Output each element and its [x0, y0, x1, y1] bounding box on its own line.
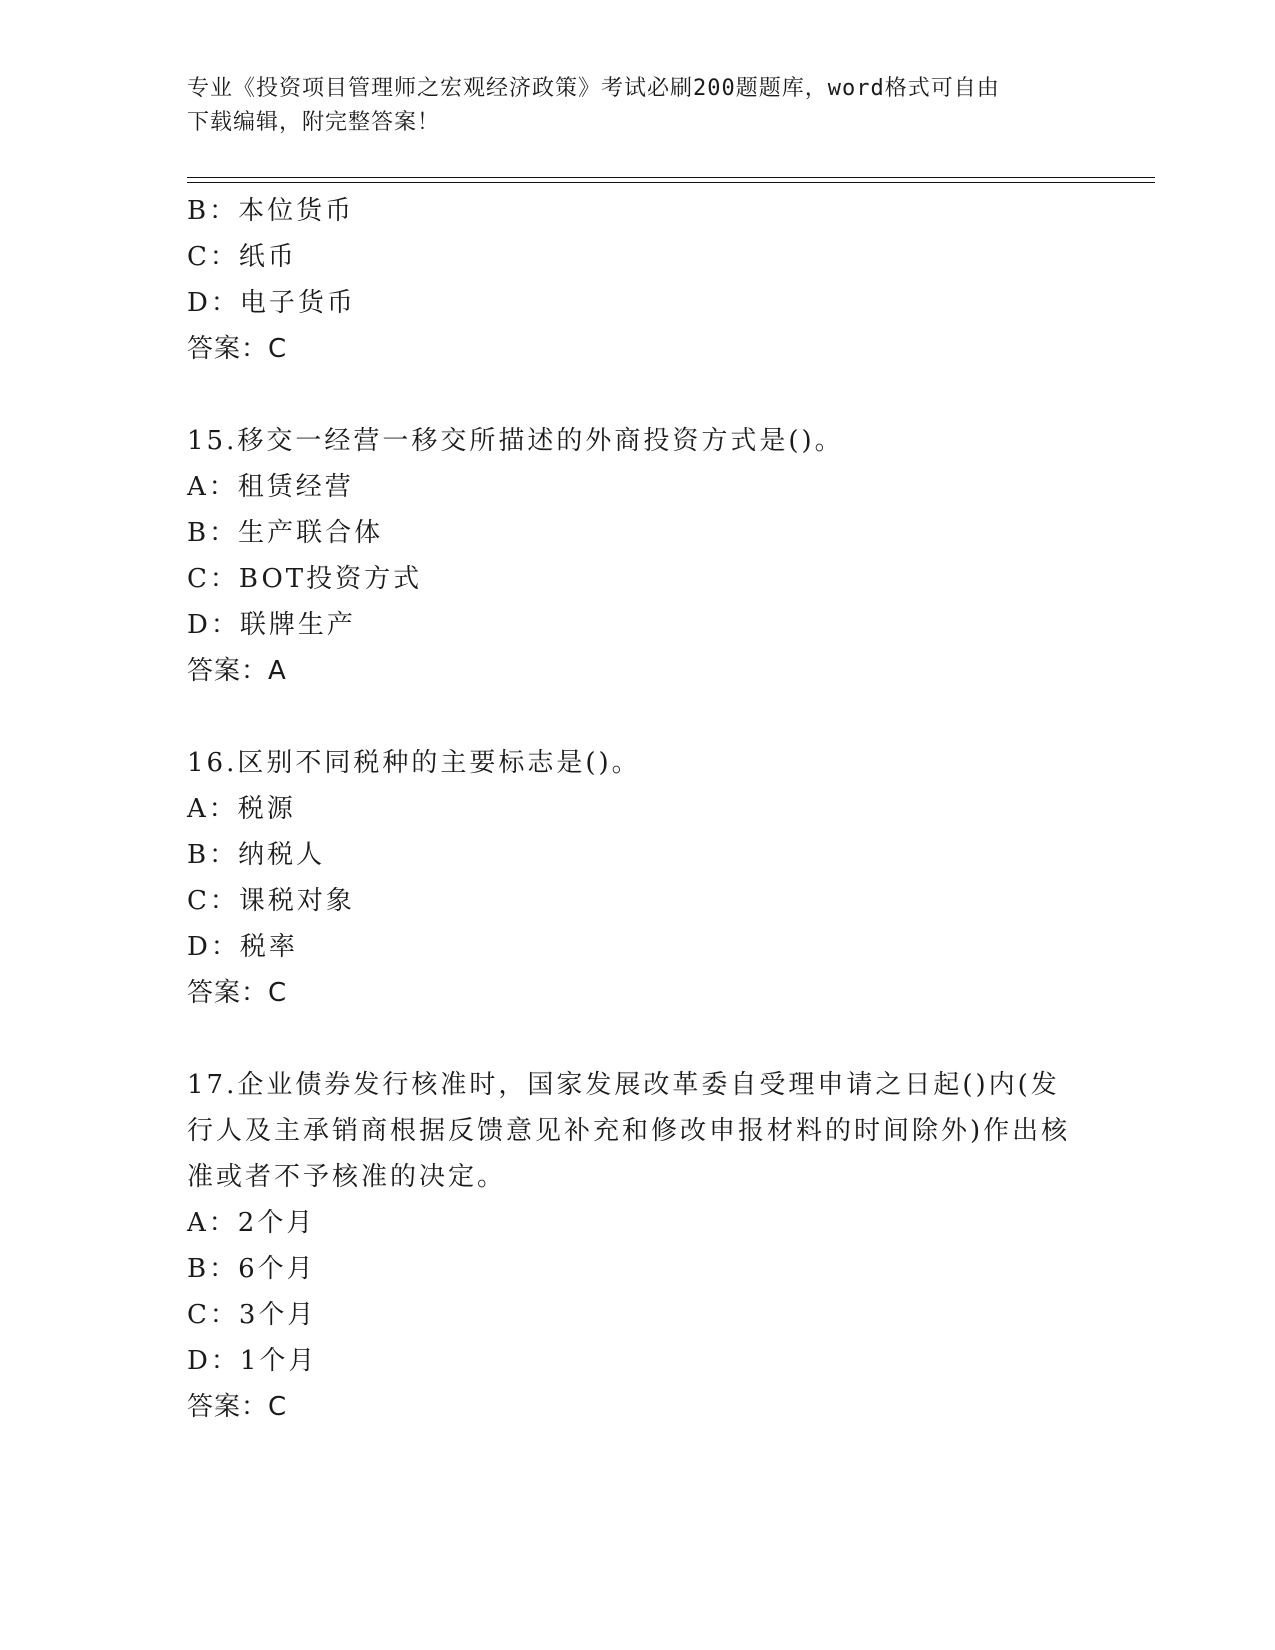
answer-line: 答案：C [187, 1392, 288, 1422]
option-c: C：纸币 [187, 242, 297, 272]
option-d: D：税率 [187, 932, 298, 962]
answer-line: 答案：A [187, 656, 287, 686]
question-list [187, 188, 1087, 1430]
question-17 [187, 1062, 1087, 1430]
option-b: B：纳税人 [187, 840, 326, 870]
option-d: D：联牌生产 [187, 610, 356, 640]
option-b: B：生产联合体 [187, 518, 384, 548]
header-line-1: 专业《投资项目管理师之宏观经济政策》考试必刷200题题库，word格式可自由 [187, 76, 1000, 101]
question-15 [187, 418, 1087, 694]
option-c: C：课税对象 [187, 886, 355, 916]
question-16 [187, 740, 1087, 1016]
option-c: C：BOT投资方式 [187, 564, 423, 594]
header-line-2: 下载编辑，附完整答案！ [187, 110, 441, 135]
header-divider-top [187, 177, 1155, 178]
option-c: C：3个月 [187, 1300, 317, 1330]
option-d: D：电子货币 [187, 288, 356, 318]
option-a: A：租赁经营 [187, 472, 354, 502]
question-stem-line-2: 行人及主承销商根据反馈意见补充和修改申报材料的时间除外)作出核 [187, 1116, 1071, 1146]
option-d: D：1个月 [187, 1346, 318, 1376]
option-a: A：税源 [187, 794, 296, 824]
answer-line: 答案：C [187, 334, 288, 364]
option-a: A：2个月 [187, 1208, 316, 1238]
question-stem-line-1: 17.企业债券发行核准时，国家发展改革委自受理申请之日起()内(发 [187, 1070, 1060, 1100]
question-stem: 15.移交一经营一移交所描述的外商投资方式是()。 [187, 426, 844, 456]
question-stem: 16.区别不同税种的主要标志是()。 [187, 748, 641, 778]
option-b: B：本位货币 [187, 196, 355, 226]
header-divider-bottom [187, 182, 1155, 183]
question-14-continued [187, 188, 1087, 372]
question-stem-line-3: 准或者不予核准的决定。 [187, 1162, 507, 1192]
document-header [187, 72, 1067, 140]
option-b: B：6个月 [187, 1254, 316, 1284]
answer-line: 答案：C [187, 978, 288, 1008]
